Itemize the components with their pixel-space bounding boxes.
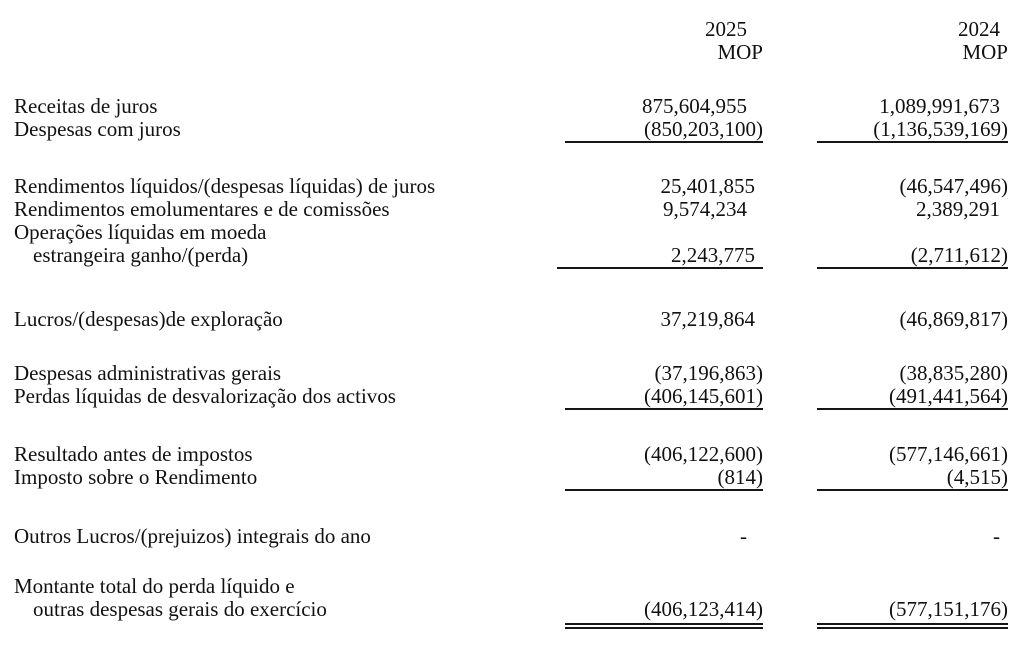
statement-row (0, 385, 1017, 410)
amount-2024: (577,151,176) (817, 598, 1008, 621)
column-header-year-2025: 2025 (705, 17, 747, 41)
row-label: Rendimentos emolumentares e de comissões (14, 198, 390, 221)
amount-2025: 2,243,775 (557, 244, 763, 269)
amount-2024: 1,089,991,673 (879, 94, 1000, 118)
statement-row (0, 443, 1017, 466)
amount-2025: (406,145,601) (565, 385, 763, 410)
amount-2025 (565, 575, 763, 598)
statement-row (0, 598, 1017, 621)
row-label: Operações líquidas em moeda (14, 221, 267, 244)
row-label: Montante total do perda líquido e (14, 575, 295, 598)
amount-2025: (406,122,600) (644, 442, 763, 466)
statement-row (0, 175, 1017, 198)
amount-2025: (406,123,414) (565, 598, 763, 621)
statement-row (0, 308, 1017, 331)
row-label: Resultado antes de impostos (14, 443, 253, 466)
amount-2025: 875,604,955 (642, 94, 747, 118)
header-row-years (0, 18, 1017, 41)
amount-2024 (817, 575, 1008, 598)
statement-row (0, 575, 1017, 598)
amount-2024 (817, 221, 1008, 244)
amount-2024: (1,136,539,169) (817, 118, 1008, 143)
statement-row (0, 362, 1017, 385)
column-header-currency-2024: MOP (962, 40, 1008, 64)
amount-2024: (46,547,496) (899, 174, 1008, 198)
row-label: Perdas líquidas de desvalorização dos activos (14, 385, 396, 408)
column-header-year-2024: 2024 (958, 17, 1000, 41)
header-spacer (0, 18, 549, 41)
amount-2024: (577,146,661) (889, 442, 1008, 466)
amount-2025: (850,203,100) (565, 118, 763, 143)
statement-row (0, 525, 1017, 548)
row-label: Rendimentos líquidos/(despesas líquidas) de juros (14, 175, 436, 198)
amount-2025: 9,574,234 (663, 197, 747, 221)
header-row-currency (0, 41, 1017, 64)
column-header-currency-2025: MOP (717, 40, 763, 64)
row-label: Outros Lucros/(prejuizos) integrais do ano (14, 525, 371, 548)
amount-2024: (38,835,280) (899, 361, 1008, 385)
row-label: Receitas de juros (14, 95, 158, 118)
statement-row (0, 466, 1017, 491)
amount-2025: - (740, 524, 747, 548)
amount-2025 (565, 221, 763, 244)
header-spacer (0, 41, 565, 64)
amount-2024: (46,869,817) (899, 307, 1008, 331)
amount-2025: (814) (565, 466, 763, 491)
row-label: estrangeira ganho/(perda) (33, 244, 249, 267)
statement-row (0, 221, 1017, 244)
row-label: Despesas com juros (14, 118, 181, 141)
amount-2024: (2,711,612) (817, 244, 1008, 269)
statement-row (0, 118, 1017, 143)
amount-2025: 25,401,855 (660, 174, 755, 198)
statement-row (0, 244, 1017, 269)
amount-2024: - (993, 524, 1000, 548)
row-label: outras despesas gerais do exercício (33, 598, 327, 621)
amount-2024: (491,441,564) (817, 385, 1008, 410)
row-label: Despesas administrativas gerais (14, 362, 282, 385)
row-label: Lucros/(despesas)de exploração (14, 308, 283, 331)
amount-2025: 37,219,864 (660, 307, 755, 331)
statement-row (0, 95, 1017, 118)
row-label: Imposto sobre o Rendimento (14, 466, 258, 489)
amount-2025: (37,196,863) (654, 361, 763, 385)
statement-row (0, 198, 1017, 221)
amount-2024: 2,389,291 (916, 197, 1000, 221)
amount-2024: (4,515) (817, 466, 1008, 491)
